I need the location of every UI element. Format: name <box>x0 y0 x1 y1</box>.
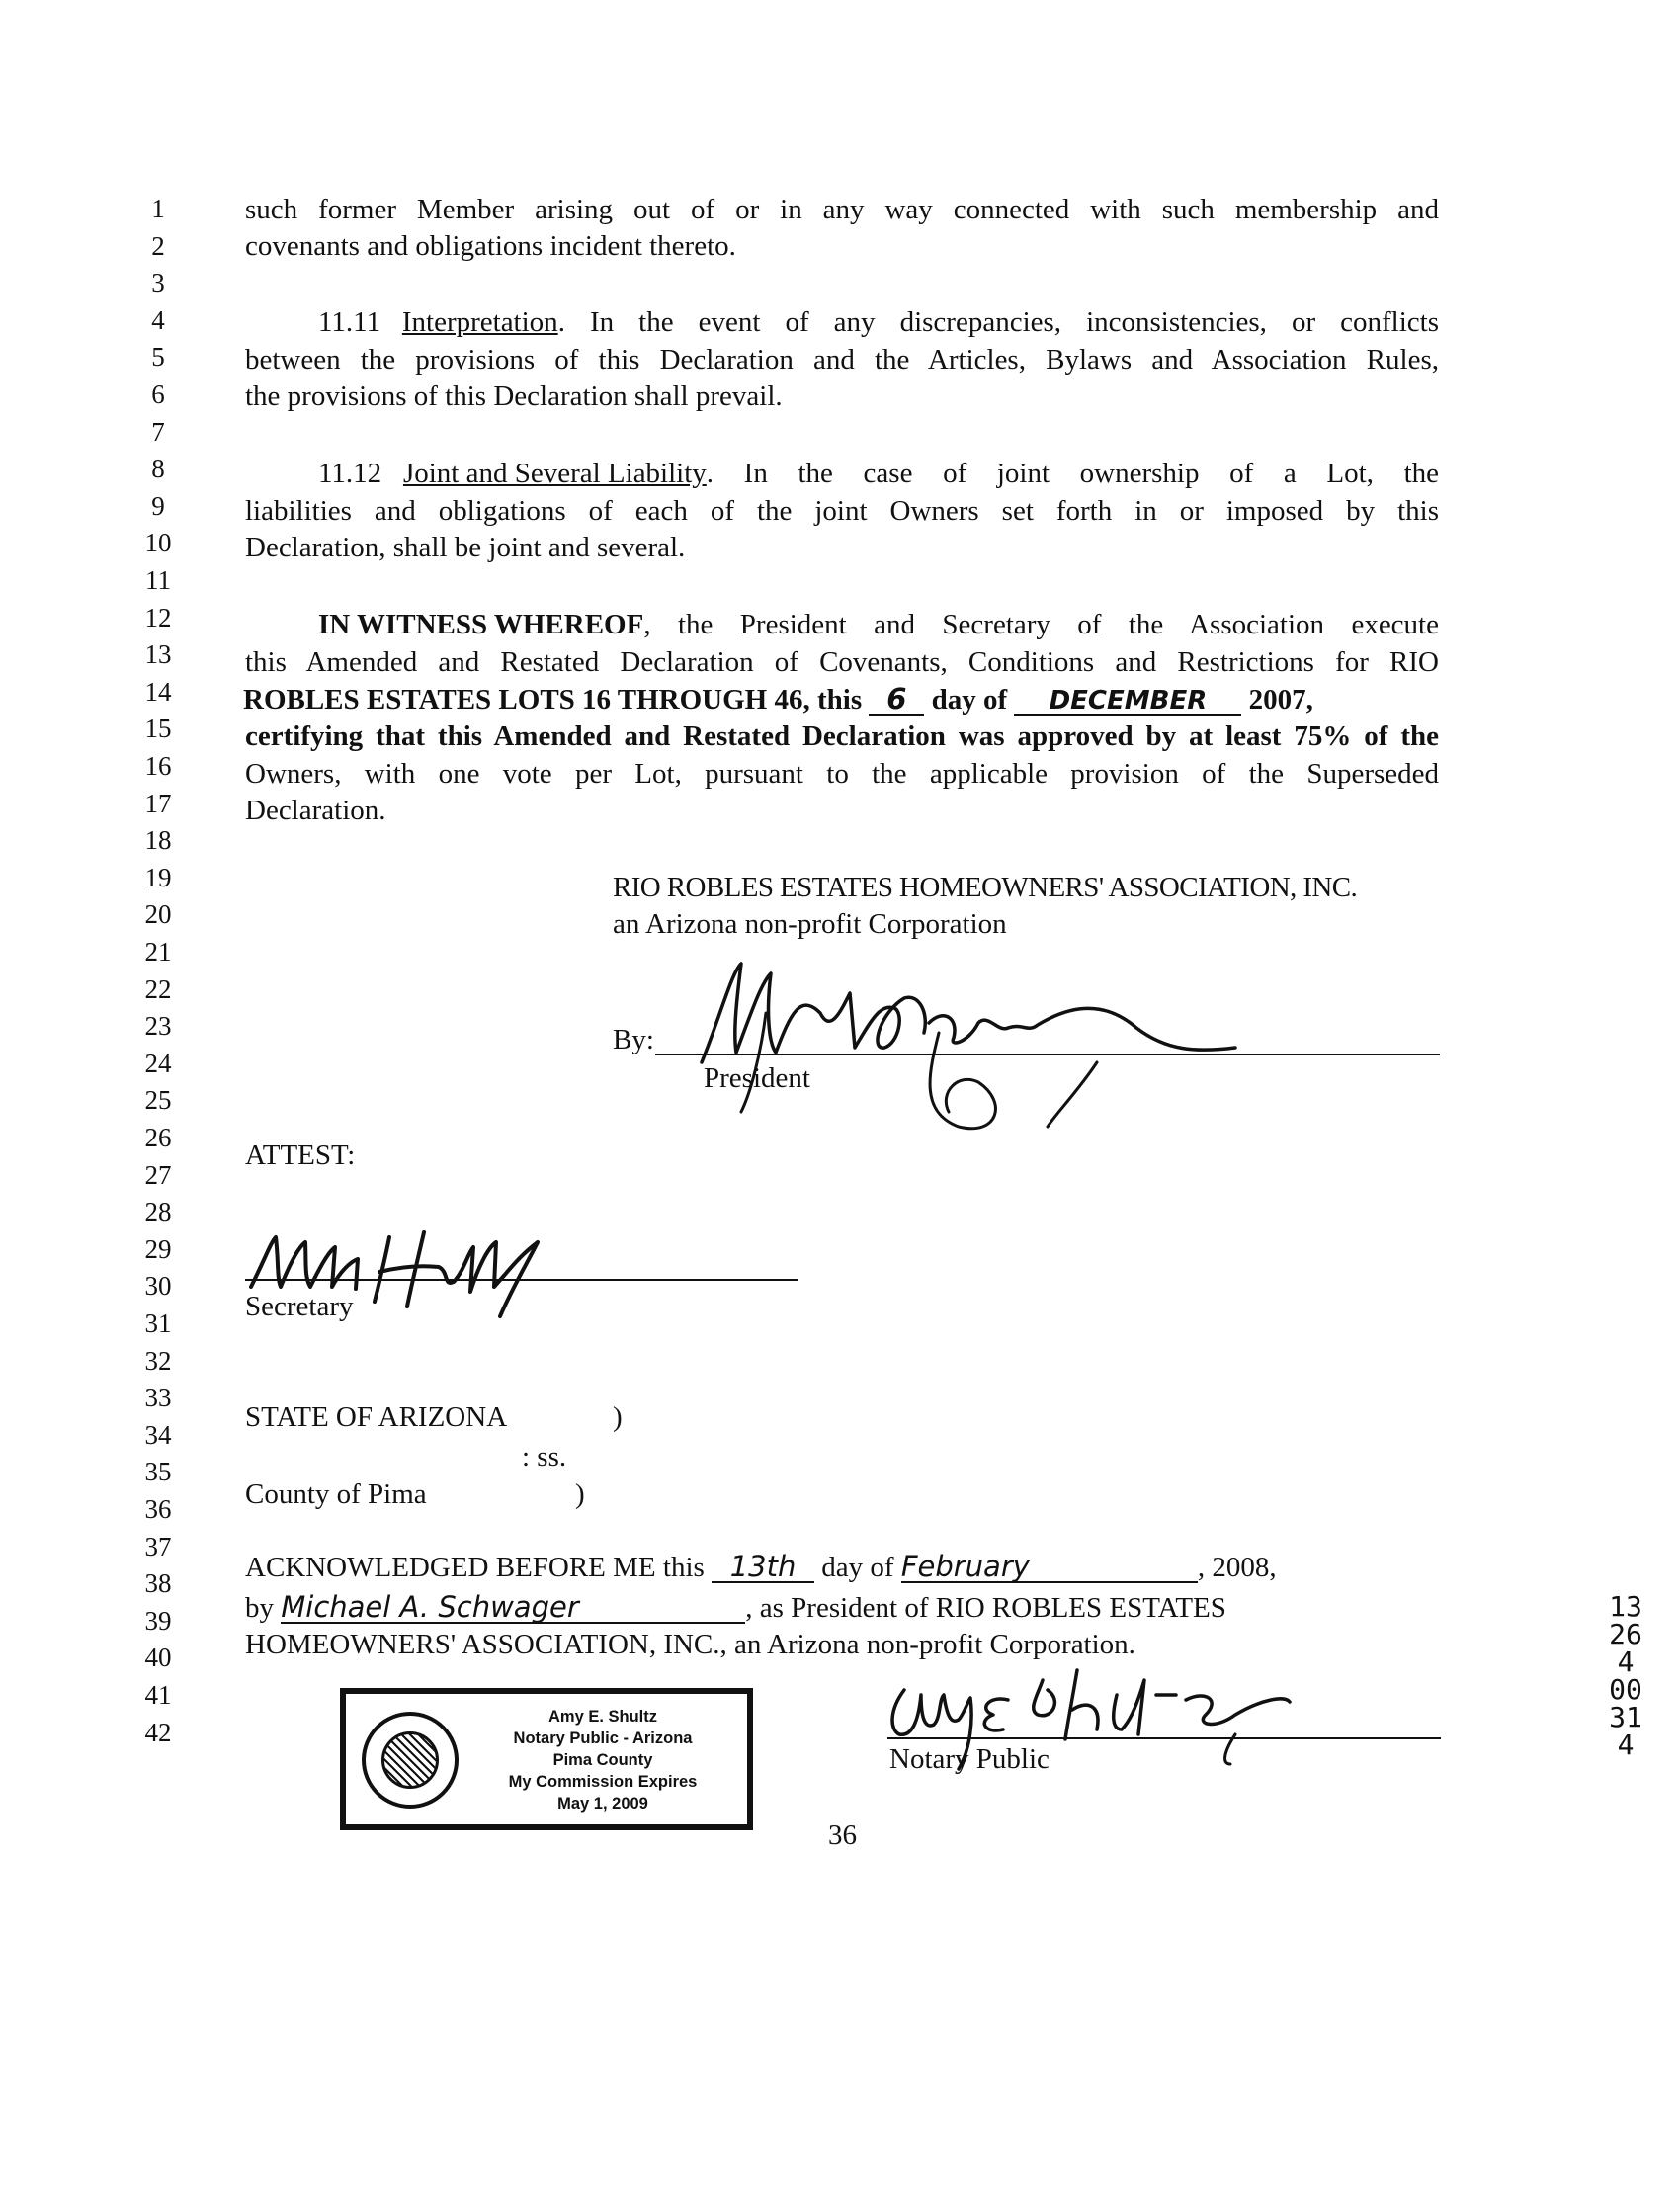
witness-line1 <box>318 611 1439 639</box>
line-number: 41 <box>144 1680 172 1710</box>
by-label: By: <box>613 1024 654 1055</box>
ack-line1 <box>245 1550 1277 1583</box>
ack-role: , as President of RIO ROBLES ESTATES <box>745 1592 1226 1624</box>
stamp-line: Pima County <box>552 1751 653 1769</box>
line-number: 28 <box>144 1197 172 1226</box>
witness-month: DECEMBER <box>1014 688 1241 716</box>
ack-day: 13th <box>712 1553 814 1583</box>
ack-text-c: , 2008, <box>1197 1552 1277 1583</box>
witness-lead: IN WITNESS WHEREOF <box>318 609 644 640</box>
stamp-line: May 1, 2009 <box>557 1795 648 1813</box>
line-number: 38 <box>144 1568 172 1598</box>
ack-line3: HOMEOWNERS' ASSOCIATION, INC., an Arizona non-profit Corporation. <box>245 1629 1135 1660</box>
ack-name: Michael A. Schwager <box>281 1593 745 1624</box>
line-number: 19 <box>144 863 172 892</box>
line-number: 14 <box>144 677 172 707</box>
line-number: 20 <box>144 899 172 929</box>
line-number: 37 <box>144 1532 172 1561</box>
line-number: 2 <box>151 231 165 261</box>
witness-line3 <box>243 682 1313 716</box>
stamp-line: Amy E. Shultz <box>547 1708 657 1726</box>
line-number: 6 <box>151 380 165 409</box>
sec-11-12-line2: liabilities and obligations of each of the joint Owners set forth in or imposed by this <box>245 495 1439 527</box>
witness-line2: this Amended and Restated Declaration of Covenants, Conditions and Restrictions for RIO <box>245 646 1439 678</box>
line-number: 1 <box>151 194 165 223</box>
sec-11-12-line1 <box>318 460 1439 488</box>
line-number: 39 <box>144 1606 172 1636</box>
venue-county: County of Pima <box>245 1478 427 1510</box>
attest-label: ATTEST: <box>245 1139 356 1171</box>
line-number: 9 <box>151 491 165 521</box>
stamp-line: My Commission Expires <box>508 1773 698 1791</box>
venue-paren-2: ) <box>575 1478 585 1510</box>
witness-line1-text: , the President and Secretary of the Association execute <box>643 609 1439 640</box>
sec-11-12-heading: Joint and Several Liability <box>402 458 707 489</box>
sec-11-11-heading: Interpretation <box>401 306 558 338</box>
line-number: 22 <box>144 974 172 1004</box>
line-number: 30 <box>144 1271 172 1301</box>
line-number: 3 <box>151 268 165 297</box>
association-name: RIO ROBLES ESTATES HOMEOWNERS' ASSOCIATION, INC. <box>613 872 1358 903</box>
witness-line5: Owners, with one vote per Lot, pursuant to the applicable provision of the Superseded <box>245 758 1439 790</box>
witness-line3-a: ROBLES ESTATES LOTS 16 THROUGH 46, this <box>243 684 863 716</box>
line-number: 32 <box>144 1346 172 1376</box>
witness-line4: certifying that this Amended and Restated Declaration was approved by at least 75% of the <box>245 720 1439 752</box>
witness-year: 2007, <box>1248 684 1313 716</box>
sec-11-11-line3: the provisions of this Declaration shall prevail. <box>245 380 783 412</box>
sec-11-12-number: 11.12 <box>318 458 382 489</box>
sec-11-11-number: 11.11 <box>318 306 381 338</box>
line-number: 23 <box>144 1011 172 1041</box>
line-number: 4 <box>151 305 165 335</box>
president-title: President <box>704 1062 810 1094</box>
ack-text-b: day of <box>821 1552 894 1583</box>
sec-11-11-line1 <box>318 308 1439 337</box>
witness-day: 6 <box>869 685 924 716</box>
notary-signature-line <box>887 1737 1441 1739</box>
line-number: 13 <box>144 639 172 669</box>
line-number: 11 <box>145 565 171 595</box>
sec-11-11-line1-text: . In the event of any discrepancies, inconsistencies, or conflicts <box>557 306 1439 338</box>
line-number: 29 <box>144 1234 172 1264</box>
line-number: 12 <box>144 603 172 633</box>
line-number: 42 <box>144 1718 172 1747</box>
line-number: 33 <box>144 1383 172 1412</box>
president-signature-icon <box>682 954 1314 1137</box>
sec-11-11-line2: between the provisions of this Declaration and the Articles, Bylaws and Association Rules, <box>245 344 1439 376</box>
line-number: 35 <box>144 1457 172 1486</box>
line-number: 7 <box>151 417 165 447</box>
para1-line1: such former Member arising out of or in any way connected with such membership and <box>245 194 1439 225</box>
ack-line2 <box>245 1590 1226 1624</box>
sec-11-12-line3: Declaration, shall be joint and several. <box>245 532 686 563</box>
line-number: 34 <box>144 1420 172 1450</box>
notary-stamp <box>340 1688 753 1830</box>
line-number: 10 <box>144 528 172 557</box>
page-number: 36 <box>828 1819 857 1851</box>
stamp-text <box>474 1706 731 1814</box>
line-number: 5 <box>151 342 165 372</box>
association-type: an Arizona non-profit Corporation <box>613 908 1007 940</box>
ack-month: February <box>901 1553 1198 1583</box>
venue-paren-1: ) <box>613 1401 623 1433</box>
bates-number: 13264 00314 <box>1609 1590 1642 1761</box>
line-number: 8 <box>151 454 165 483</box>
witness-line3-b: day of <box>931 684 1008 716</box>
venue-ss: : ss. <box>522 1441 567 1473</box>
line-number: 16 <box>144 751 172 781</box>
line-number: 25 <box>144 1085 172 1115</box>
line-number: 31 <box>144 1308 172 1338</box>
para1-line2: covenants and obligations incident thereto. <box>245 230 736 262</box>
secretary-title: Secretary <box>245 1291 354 1322</box>
secretary-signature-line <box>245 1279 798 1281</box>
sec-11-12-line1-text: . In the case of joint ownership of a Lot, the <box>706 458 1439 489</box>
line-number: 24 <box>144 1049 172 1078</box>
line-number: 17 <box>144 789 172 818</box>
witness-line6: Declaration. <box>245 795 386 826</box>
line-number: 21 <box>144 937 172 967</box>
line-number: 26 <box>144 1123 172 1152</box>
venue-state: STATE OF ARIZONA <box>245 1401 508 1433</box>
line-number: 15 <box>144 714 172 743</box>
line-number: 36 <box>144 1494 172 1524</box>
line-number: 27 <box>144 1160 172 1190</box>
notary-title: Notary Public <box>889 1743 1050 1775</box>
line-number: 40 <box>144 1643 172 1672</box>
ack-text-a: ACKNOWLEDGED BEFORE ME this <box>245 1552 705 1583</box>
line-number: 18 <box>144 825 172 855</box>
stamp-line: Notary Public - Arizona <box>513 1729 693 1747</box>
state-seal-icon <box>362 1712 459 1809</box>
ack-by: by <box>245 1592 274 1624</box>
